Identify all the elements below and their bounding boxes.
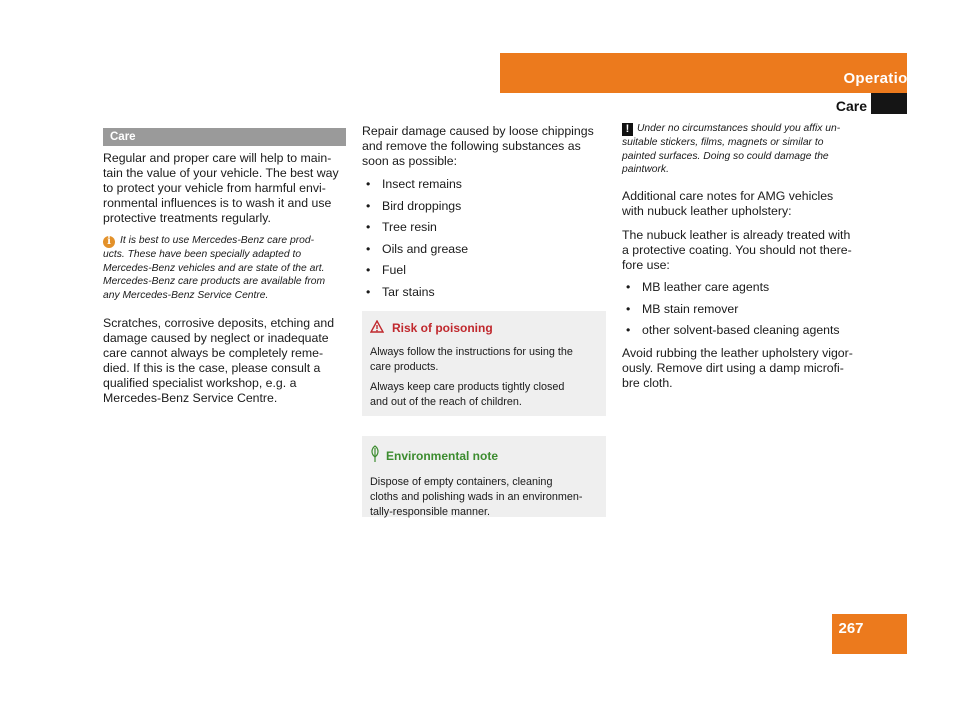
page-number: 267: [838, 620, 864, 637]
chapter-title: Operation: [843, 70, 917, 87]
env-text: Dispose of empty containers, cleaning cloths and polishing wads in an environmen- tally-responsible manner.: [370, 476, 583, 518]
list-item: • Tree resin: [362, 220, 606, 235]
intro-line: ronmental influences is to wash it and use: [103, 196, 332, 210]
closing-line: Avoid rubbing the leather upholstery vigor-: [622, 346, 853, 360]
section-title: Care: [835, 98, 867, 114]
intro-line: protective treatments regularly.: [103, 211, 271, 225]
care-intro: [103, 151, 346, 226]
environment-leaf-icon: [370, 445, 386, 466]
environmental-note-box: [362, 436, 606, 517]
list-item: • Fuel: [362, 263, 606, 278]
warning-text-2: Always keep care products tightly closed and out of the reach of children.: [370, 381, 565, 408]
info-note-line: any Mercedes-Benz Service Centre.: [103, 289, 269, 301]
warning-text-1: Always follow the instructions for using the care products.: [370, 346, 573, 373]
env-title-row: [370, 445, 598, 466]
header-tab-marker: [871, 93, 907, 114]
caution-line: painted surfaces. Doing so could damage the: [622, 150, 829, 162]
amg-intro: [622, 189, 868, 219]
nubuck-line: The nubuck leather is already treated with: [622, 228, 851, 242]
nubuck-paragraph: [622, 228, 868, 273]
para-line: Scratches, corrosive deposits, etching and: [103, 316, 335, 330]
warning-triangle-icon: [370, 320, 392, 336]
info-note-line: Mercedes-Benz vehicles and are state of the art.: [103, 262, 325, 274]
info-icon: i: [103, 236, 115, 248]
list-item: • Bird droppings: [362, 199, 606, 214]
amg-line: with nubuck leather upholstery:: [622, 204, 792, 218]
closing-paragraph: [622, 346, 868, 391]
repair-line: and remove the following substances as: [362, 139, 581, 153]
list-item: • Tar stains: [362, 285, 606, 300]
caution-line: ! Under no circumstances should you affix un-: [622, 122, 868, 136]
list-item: • Insect remains: [362, 177, 606, 192]
do-not-use-list: [622, 280, 868, 345]
scratches-paragraph: [103, 316, 346, 406]
warning-title: Risk of poisoning: [392, 321, 493, 335]
info-note-line: i It is best to use Mercedes-Benz care prod-: [103, 234, 346, 248]
list-item: • MB leather care agents: [622, 280, 868, 295]
intro-line: to protect your vehicle from harmful envi-: [103, 181, 326, 195]
intro-line: Regular and proper care will help to main-: [103, 151, 332, 165]
repair-line: Repair damage caused by loose chippings: [362, 124, 594, 138]
info-note-line: Mercedes-Benz care products are available from: [103, 276, 326, 288]
nubuck-line: fore use:: [622, 258, 670, 272]
para-line: care cannot always be completely reme-: [103, 346, 324, 360]
list-item: • MB stain remover: [622, 302, 868, 317]
exclamation-icon: !: [622, 123, 633, 136]
env-title: Environmental note: [386, 448, 499, 463]
para-line: damage caused by neglect or inadequate: [103, 331, 329, 345]
caution-line: paintwork.: [622, 164, 669, 176]
info-note: [103, 234, 346, 302]
repair-line: soon as possible:: [362, 154, 458, 168]
para-line: died. If this is the case, please consult a: [103, 361, 321, 375]
caution-line: suitable stickers, films, magnets or similar to: [622, 137, 824, 148]
caution-note: [622, 122, 868, 177]
closing-line: ously. Remove dirt using a damp microfi-: [622, 361, 844, 375]
warning-box: [362, 311, 606, 416]
intro-line: tain the value of your vehicle. The best way: [103, 166, 339, 180]
closing-line: bre cloth.: [622, 376, 673, 390]
repair-intro: [362, 124, 606, 169]
info-note-line: ucts. These have been specially adapted to: [103, 249, 302, 260]
warning-title-row: [370, 320, 598, 336]
list-item: • other solvent-based cleaning agents: [622, 323, 868, 338]
para-line: qualified specialist workshop, e.g. a: [103, 376, 297, 390]
para-line: Mercedes-Benz Service Centre.: [103, 391, 278, 405]
care-section-heading: Care: [103, 128, 346, 146]
nubuck-line: a protective coating. You should not there-: [622, 243, 852, 257]
list-item: • Oils and grease: [362, 242, 606, 257]
substances-list: [362, 177, 606, 306]
amg-line: Additional care notes for AMG vehicles: [622, 189, 834, 203]
